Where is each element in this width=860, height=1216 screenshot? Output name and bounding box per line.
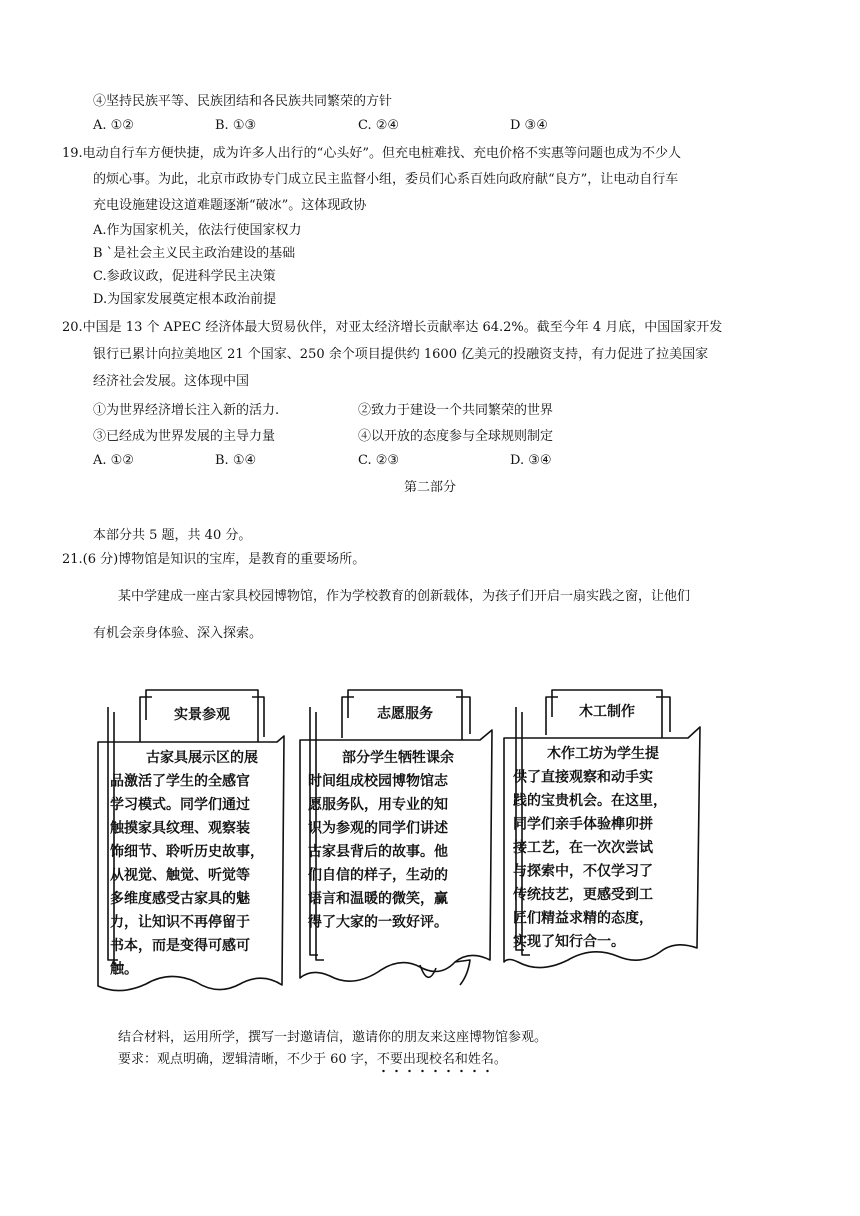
q20-item-4: ④以开放的态度参与全球规则制定 <box>358 429 554 444</box>
q21-stem: 21.(6 分)博物馆是知识的宝库，是教育的重要场所。 <box>62 552 366 567</box>
q19-option-c[interactable]: C.参政议政，促进科学民主决策 <box>93 269 276 284</box>
q20-stem-line-2: 银行已累计向拉美地区 21 个国家、250 余个项目提供约 1600 亿美元的投融资支持，有力促进了拉美国家 <box>93 347 709 362</box>
requirement-emphasis <box>377 1052 494 1067</box>
q20-option-c[interactable]: C. ②③ <box>358 453 400 468</box>
card-1-line: 从视觉、触觉、听觉等 <box>110 867 250 884</box>
card-1-line: 力，让知识不再停留于 <box>110 914 250 931</box>
card-title-1: 实景参观 <box>174 707 230 723</box>
q19-option-d[interactable]: D.为国家发展奠定根本政治前提 <box>93 292 277 307</box>
q20-item-2: ②致力于建设一个共同繁荣的世界 <box>358 403 554 418</box>
part2-intro: 本部分共 5 题，共 40 分。 <box>93 528 252 543</box>
q20-option-a[interactable]: A. ①② <box>93 453 134 468</box>
part2-heading: 第二部分 <box>403 480 456 495</box>
q18-option-b[interactable]: B. ①③ <box>215 118 257 133</box>
q21-material-line-1: 某中学建成一座古家具校园博物馆，作为学校教育的创新载体，为孩子们开启一扇实践之窗，让他们 <box>118 589 691 604</box>
q18-option-a[interactable]: A. ①② <box>93 118 134 133</box>
card-1-line: 品激活了学生的全感官 <box>110 773 250 790</box>
card-2-line: 部分学生牺牲课余 <box>342 750 454 766</box>
q19-stem-line-3: 充电设施建设这道难题逐渐“破冰”。这体现政协 <box>93 198 367 213</box>
card-1-line: 触摸家具纹理、观察装 <box>110 820 250 837</box>
requirement-prefix: 要求：观点明确，逻辑清晰，不少于 60 字， <box>118 1052 377 1067</box>
card-1-line: 古家具展示区的展 <box>146 750 258 766</box>
card-2-line: 愿服务队，用专业的知 <box>308 797 448 813</box>
card-2-line: 语言和温暖的微笑，赢 <box>308 891 448 907</box>
requirement-suffix: 。 <box>493 1052 507 1067</box>
card-1-line: 多维度感受古家具的魅 <box>110 891 250 907</box>
q20-stem-line-1: 20.中国是 13 个 APEC 经济体最大贸易伙伴，对亚太经济增长贡献率达 64.2%。截至今年 4 月底，中国国家开发 <box>62 320 723 335</box>
card-3-line: 木作工坊为学生提 <box>547 746 659 762</box>
card-3-line: 践的宝贵机会。在这里， <box>513 793 667 809</box>
q21-task: 结合材料，运用所学，撰写一封邀请信，邀请你的朋友来这座博物馆参观。 <box>118 1030 548 1045</box>
q20-item-1: ①为世界经济增长注入新的活力. <box>93 403 280 418</box>
q20-item-3: ③已经成为世界发展的主导力量 <box>93 429 276 444</box>
q20-option-b[interactable]: B. ①④ <box>215 453 257 468</box>
q21-requirement <box>118 1051 507 1069</box>
card-3-line: 传统技艺，更感受到工 <box>513 887 653 903</box>
q20-option-d[interactable]: D. ③④ <box>510 453 552 468</box>
card-3-line: 同学们亲手体验榫卯拼 <box>513 816 653 833</box>
card-3-line: 接工艺，在一次次尝试 <box>513 840 653 856</box>
card-2-line: 时间组成校园博物馆志 <box>308 773 448 790</box>
q21-material-line-2: 有机会亲身体验、深入探索。 <box>93 626 263 641</box>
q20-stem-line-3: 经济社会发展。这体现中国 <box>93 374 250 389</box>
q18-option-c[interactable]: C. ②④ <box>358 118 400 133</box>
card-1-line: 书本，而是变得可感可 <box>110 938 250 954</box>
card-1-line: 触。 <box>110 961 138 978</box>
card-3-line: 匠们精益求精的态度， <box>513 910 653 927</box>
q19-stem-line-1: 19.电动自行车方便快捷，成为许多人出行的“心头好”。但充电桩难找、充电价格不实惠等问题也成为不少人 <box>62 146 681 161</box>
card-2-line: 古家县背后的故事。他 <box>308 844 448 860</box>
card-1-line: 学习模式。同学们通过 <box>110 797 250 813</box>
card-2-line: 得了大家的一致好评。 <box>308 914 448 931</box>
card-3-line: 与探索中，不仅学习了 <box>513 863 653 880</box>
q19-option-b[interactable]: B `是社会主义民主政治建设的基础 <box>93 246 296 261</box>
card-1-line: 饰细节、聆听历史故事， <box>110 844 264 860</box>
q18-option-d[interactable]: D ③④ <box>510 118 548 133</box>
card-3-line: 实现了知行合一。 <box>513 934 625 950</box>
q18-item-4: ④坚持民族平等、民族团结和各民族共同繁荣的方针 <box>93 94 393 109</box>
q19-stem-line-2: 的烦心事。为此，北京市政协专门成立民主监督小组，委员们心系百姓向政府献“良方”，让电动自行车 <box>93 172 679 187</box>
card-title-3: 木工制作 <box>579 704 635 720</box>
card-title-2: 志愿服务 <box>377 706 433 722</box>
emphasis-dots <box>377 1069 494 1073</box>
card-3-line: 供了直接观察和动手实 <box>513 769 653 786</box>
requirement-emphasis-text: 不要出现校名和姓名 <box>376 1052 494 1067</box>
card-2-line: 们自信的样子，生动的 <box>308 867 448 884</box>
q19-option-a[interactable]: A.作为国家机关，依法行使国家权力 <box>93 223 302 238</box>
card-2-line: 识为参观的同学们讲述 <box>308 820 448 837</box>
